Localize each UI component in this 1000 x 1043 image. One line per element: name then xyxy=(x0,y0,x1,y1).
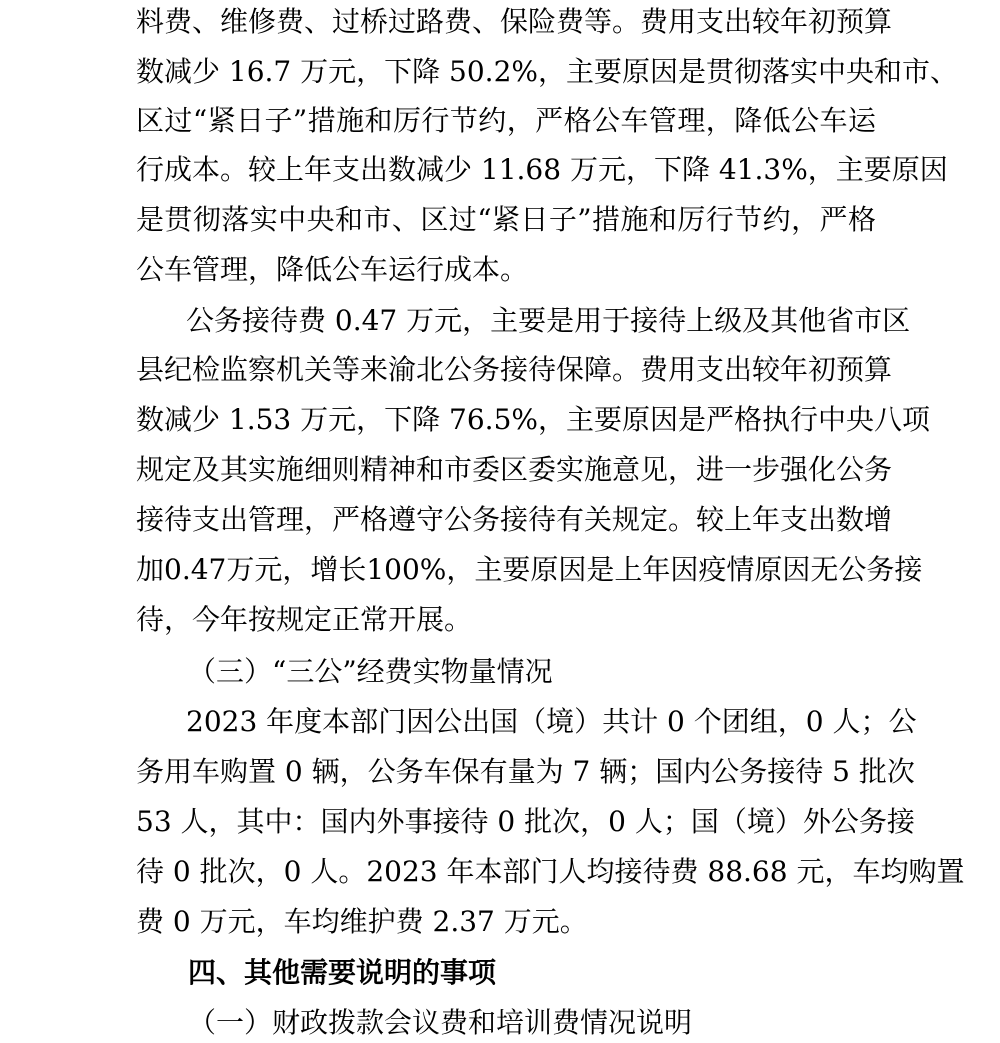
text-line: 数减少 1.53 万元，下降 76.5%，主要原因是严格执行中央八项 xyxy=(136,403,930,436)
text-line: 行成本。较上年支出数减少 11.68 万元，下降 41.3%，主要原因 xyxy=(136,153,948,186)
text-line: 接待支出管理，严格遵守公务接待有关规定。较上年支出数增 xyxy=(136,503,893,536)
section-subheading: （三）“三公”经费实物量情况 xyxy=(188,655,553,688)
text-line: 待，今年按规定正常开展。 xyxy=(136,603,473,636)
text-line: 县纪检监察机关等来渝北公务接待保障。费用支出较年初预算 xyxy=(136,353,893,386)
text-line: 公车管理，降低公车运行成本。 xyxy=(136,253,529,286)
text-line: 费 0 万元，车均维护费 2.37 万元。 xyxy=(136,905,588,938)
text-line: 2023 年度本部门因公出国（境）共计 0 个团组，0 人；公 xyxy=(186,705,917,738)
text-line: 待 0 批次，0 人。2023 年本部门人均接待费 88.68 元，车均购置 xyxy=(136,855,965,888)
text-line: 53 人，其中：国内外事接待 0 批次，0 人；国（境）外公务接 xyxy=(136,805,915,838)
text-line: 是贯彻落实中央和市、区过“紧日子”措施和厉行节约，严格 xyxy=(136,203,876,236)
text-line: 区过“紧日子”措施和厉行节约，严格公车管理，降低公车运 xyxy=(136,104,876,137)
text-line: 料费、维修费、过桥过路费、保险费等。费用支出较年初预算 xyxy=(136,5,893,38)
text-line: 数减少 16.7 万元，下降 50.2%，主要原因是贯彻落实中央和市、 xyxy=(136,55,958,88)
text-line: 务用车购置 0 辆，公务车保有量为 7 辆；国内公务接待 5 批次 xyxy=(136,755,915,788)
section-subheading: （一）财政拨款会议费和培训费情况说明 xyxy=(188,1006,693,1039)
text-line: 加0.47万元，增长100%，主要原因是上年因疫情原因无公务接 xyxy=(136,553,923,586)
text-line: 规定及其实施细则精神和市委区委实施意见，进一步强化公务 xyxy=(136,453,893,486)
text-line: 公务接待费 0.47 万元，主要是用于接待上级及其他省市区 xyxy=(186,304,911,337)
section-heading: 四、其他需要说明的事项 xyxy=(188,956,497,989)
